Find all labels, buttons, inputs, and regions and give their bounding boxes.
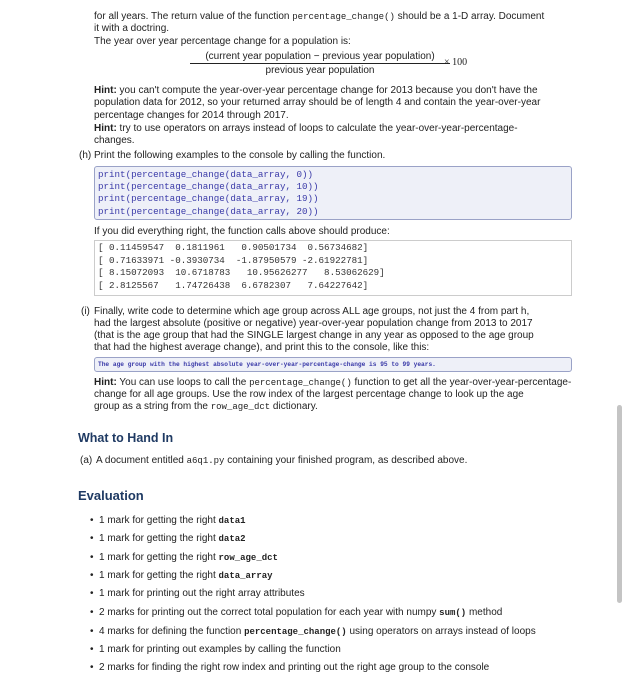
code-listing bbox=[94, 166, 572, 220]
example-output-box bbox=[94, 357, 572, 372]
item-text: method bbox=[466, 607, 503, 618]
evaluation-item: • 1 mark for getting the right data2 bbox=[90, 533, 246, 544]
evaluation-item: • 4 marks for defining the function percentage_change() using operators on arrays instead of loops bbox=[90, 626, 536, 637]
code-line: print(percentage_change(data_array, 20)) bbox=[98, 205, 319, 217]
expected-output-intro: If you did everything right, the function calls above should produce: bbox=[94, 226, 390, 237]
intro-line-3: The year over year percentage change for a population is: bbox=[94, 36, 351, 47]
item-text: 1 mark for getting the right bbox=[99, 570, 219, 581]
hand-in-text: containing your finished program, as described above. bbox=[224, 455, 468, 466]
evaluation-item: • 1 mark for printing out examples by calling the function bbox=[90, 644, 341, 655]
inline-code: percentage_change() bbox=[244, 627, 347, 637]
part-i-marker: (i) bbox=[81, 306, 90, 317]
inline-code: a6q1.py bbox=[186, 456, 225, 466]
inline-code: data2 bbox=[218, 534, 246, 544]
intro-text: should be a 1-D array. Document bbox=[394, 11, 545, 22]
hint-text: try to use operators on arrays instead of loops to calculate the year-over-year-percentage- bbox=[116, 123, 518, 134]
inline-code: sum() bbox=[439, 608, 467, 618]
hint-label: Hint: bbox=[94, 123, 117, 134]
example-output-line: The age group with the highest absolute year-over-year-percentage-change is 95 to 99 years. bbox=[98, 361, 436, 368]
expected-output-box bbox=[94, 240, 572, 296]
intro-line-1 bbox=[94, 11, 544, 24]
part-i-hint-line-1 bbox=[94, 377, 571, 390]
output-line: [ 0.11459547 0.1811961 0.90501734 0.56734682] bbox=[98, 242, 369, 253]
item-text: 1 mark for getting the right bbox=[99, 515, 219, 526]
inline-code: row_age_dct bbox=[210, 402, 271, 412]
intro-line-2: it with a doctring. bbox=[94, 23, 170, 34]
part-i-hint-line-2: change for all age groups. Use the row index of the largest percentage change to look up the age bbox=[94, 389, 524, 400]
evaluation-item: • 1 mark for getting the right row_age_dct bbox=[90, 552, 278, 563]
hint-text: You can use loops to call the bbox=[116, 377, 250, 388]
item-text: 1 mark for printing out the right array attributes bbox=[99, 588, 305, 599]
output-line: [ 8.15072093 10.6718783 10.95626277 8.53062629] bbox=[98, 267, 385, 279]
part-i-line-2: had the largest absolute (positive or negative) year-over-year population change from 2013 to 2017 bbox=[94, 318, 533, 329]
evaluation-item: • 1 mark for getting the right data1 bbox=[90, 515, 246, 526]
part-i-line-4: that had the highest average change), and print this to the console, like this: bbox=[94, 342, 430, 353]
hand-in-item bbox=[96, 455, 467, 468]
hint-1-line-2: population data for 2012, so your returned array should be of length 4 and contain the year-over-year bbox=[94, 97, 541, 108]
item-text: 1 mark for getting the right bbox=[99, 552, 219, 563]
code-line: print(percentage_change(data_array, 0)) bbox=[98, 169, 314, 180]
part-h-text: Print the following examples to the console by calling the function. bbox=[94, 150, 386, 161]
hint-2-line-1 bbox=[94, 123, 518, 136]
formula-denominator: previous year population bbox=[265, 65, 375, 76]
item-text: 4 marks for defining the function bbox=[99, 626, 245, 637]
item-text: 1 mark for getting the right bbox=[99, 533, 219, 544]
item-text: 2 marks for printing out the correct total population for each year with numpy bbox=[99, 607, 440, 618]
hand-in-item-marker: (a) bbox=[80, 455, 93, 466]
part-h-marker: (h) bbox=[79, 150, 92, 161]
formula-numerator: (current year population − previous year population) bbox=[190, 51, 450, 64]
intro-text: for all years. The return value of the function bbox=[94, 11, 293, 22]
hint-label: Hint: bbox=[94, 377, 117, 388]
hint-2-line-2: changes. bbox=[94, 135, 135, 146]
item-text: using operators on arrays instead of loops bbox=[346, 626, 536, 637]
formula-multiplier: × 100 bbox=[444, 57, 468, 68]
item-text: 1 mark for printing out examples by calling the function bbox=[99, 644, 341, 655]
inline-code: row_age_dct bbox=[218, 553, 278, 563]
part-i-line-1: Finally, write code to determine which age group across ALL age groups, not just the 4 from part h, bbox=[94, 306, 530, 317]
inline-code: data1 bbox=[218, 516, 246, 526]
hint-1-line-3: percentage changes for 2014 through 2017. bbox=[94, 110, 289, 121]
hint-1-line-1 bbox=[94, 85, 538, 98]
inline-code: percentage_change() bbox=[292, 12, 395, 22]
code-line: print(percentage_change(data_array, 19)) bbox=[98, 193, 319, 205]
hint-text: group as a string from the bbox=[94, 401, 211, 412]
output-line: [ 0.71633971 -0.3930734 -1.87950579 -2.61922781] bbox=[98, 254, 369, 266]
inline-code: percentage_change() bbox=[249, 378, 352, 388]
hint-text: function to get all the year-over-year-percentage- bbox=[351, 377, 572, 388]
scrollbar[interactable] bbox=[615, 0, 627, 700]
item-text: 2 marks for finding the right row index and printing out the right age group to the console bbox=[99, 662, 490, 673]
evaluation-item: • 2 marks for finding the right row index and printing out the right age group to the console bbox=[90, 662, 490, 673]
evaluation-item: • 1 mark for getting the right data_array bbox=[90, 570, 273, 581]
evaluation-item: • 2 marks for printing out the correct total population for each year with numpy sum() method bbox=[90, 607, 503, 618]
hand-in-heading: What to Hand In bbox=[78, 431, 174, 445]
scrollbar-thumb[interactable] bbox=[617, 405, 622, 603]
inline-code: data_array bbox=[218, 571, 273, 581]
evaluation-item: • 1 mark for printing out the right array attributes bbox=[90, 588, 305, 599]
part-i-hint-line-3 bbox=[94, 401, 318, 414]
output-line: [ 2.8125567 1.74726438 6.6782307 7.64227642] bbox=[98, 279, 369, 291]
code-line: print(percentage_change(data_array, 10)) bbox=[98, 181, 319, 193]
evaluation-heading: Evaluation bbox=[78, 488, 144, 503]
hint-label: Hint: bbox=[94, 85, 117, 96]
hand-in-text: A document entitled bbox=[96, 455, 187, 466]
percentage-formula bbox=[190, 51, 450, 76]
hint-text: dictionary. bbox=[270, 401, 318, 412]
part-i-line-3: (that is the age group that had the SINGLE largest change in any year as opposed to the age group bbox=[94, 330, 534, 341]
hint-text: you can't compute the year-over-year percentage change for 2013 because you don't have the bbox=[116, 85, 538, 96]
